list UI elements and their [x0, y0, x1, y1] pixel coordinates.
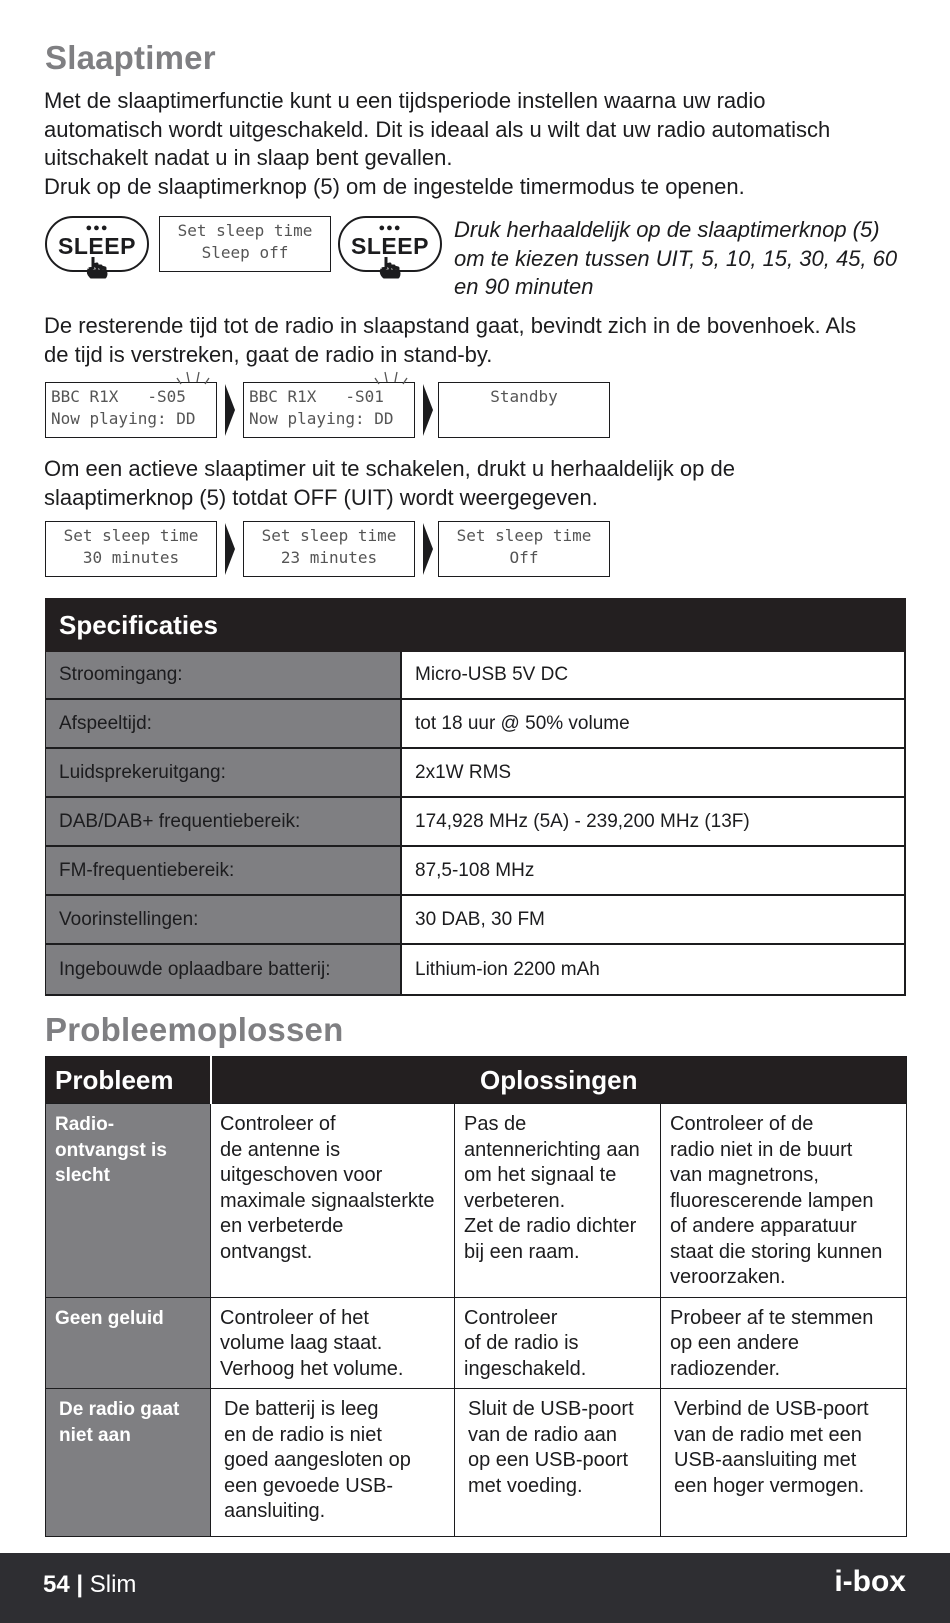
- cell-line: van de radio aan: [468, 1423, 618, 1446]
- cell-line: ontvangst is: [55, 1139, 167, 1161]
- cell-line: fluorescerende lampen: [670, 1189, 874, 1212]
- press-note: [454, 216, 897, 302]
- lcd-line: Now playing: DD: [51, 409, 196, 428]
- cell-line: van de radio met een: [674, 1423, 862, 1446]
- lcd-sleep-off: [438, 521, 610, 577]
- spec-row: [45, 798, 906, 847]
- remaining-line: de tijd is verstreken, gaat de radio in stand-by.: [44, 341, 493, 367]
- arrow-right-icon: [225, 523, 235, 575]
- lcd-line: Sleep off: [201, 243, 289, 262]
- specs-table: [45, 598, 906, 996]
- cell-line: of andere apparatuur: [670, 1215, 857, 1237]
- table-row: [46, 1297, 907, 1389]
- blink-indicator-icon: [373, 368, 413, 386]
- cell-line: Controleer of de: [670, 1113, 814, 1135]
- cell-line: bij een raam.: [464, 1240, 580, 1263]
- troubleshoot-table: [45, 1056, 907, 1537]
- blink-indicator-icon: [175, 368, 215, 386]
- indicator-dots: ●●●: [85, 222, 109, 234]
- sleep-button-label: SLEEP: [58, 233, 136, 259]
- note-line: en 90 minuten: [454, 274, 594, 299]
- pointing-hand-icon: [376, 255, 404, 281]
- cell-line: verbeteren.: [464, 1189, 566, 1212]
- lcd-line: Set sleep time: [456, 526, 592, 545]
- cell-line: Geen geluid: [55, 1307, 164, 1329]
- table-row: [46, 1104, 907, 1298]
- cell-line: De radio gaat: [59, 1399, 180, 1420]
- spec-row: [45, 700, 906, 749]
- problem-cell: [46, 1104, 211, 1298]
- arrow-right-icon: [423, 523, 433, 575]
- header-solutions: Oplossingen: [211, 1057, 907, 1104]
- spec-label: Afspeeltijd:: [45, 700, 400, 747]
- lcd-line: Now playing: DD: [249, 409, 394, 428]
- cell-line: Verbind de USB-poort: [674, 1398, 869, 1420]
- spec-row: [45, 896, 906, 945]
- arrow-right-icon: [423, 384, 433, 436]
- spec-value: tot 18 uur @ 50% volume: [400, 700, 906, 747]
- spec-label: Stroomingang:: [45, 652, 400, 698]
- cell-line: en de radio is niet: [224, 1423, 382, 1446]
- lcd-countdown-5: [45, 382, 217, 438]
- lcd-countdown-1: [243, 382, 415, 438]
- remaining-text: [44, 312, 856, 369]
- lcd-line: BBC R1X -S05: [51, 387, 186, 406]
- lcd-line: 23 minutes: [280, 548, 378, 567]
- cell-line: met voeding.: [468, 1474, 583, 1497]
- spec-value: 87,5-108 MHz: [400, 847, 906, 894]
- spec-row: [45, 652, 906, 700]
- sleep-button-illustration: [45, 216, 149, 272]
- spec-value: 2x1W RMS: [400, 749, 906, 796]
- lcd-sleep-23: [243, 521, 415, 577]
- lcd-line: Set sleep time: [177, 221, 313, 240]
- lcd-sleep-30: [45, 521, 217, 577]
- solution-cell: [661, 1297, 907, 1389]
- spec-value: Micro-USB 5V DC: [400, 652, 906, 698]
- cell-line: slecht: [55, 1165, 110, 1186]
- cell-line: op een andere: [670, 1332, 800, 1354]
- table-header-row: [46, 1057, 907, 1104]
- indicator-dots: ●●●: [378, 222, 402, 234]
- cell-line: uitgeschoven voor: [220, 1164, 383, 1186]
- note-line: Druk herhaaldelijk op de slaaptimerknop (5): [454, 217, 880, 242]
- cell-line: goed aangesloten op: [224, 1449, 411, 1471]
- spec-row: [45, 847, 906, 896]
- lcd-set-sleep: [159, 216, 331, 272]
- intro-line: uitschakelt nadat u in slaap bent gevallen.: [44, 145, 453, 170]
- intro-line: Druk op de slaaptimerknop (5) om de ingestelde timermodus te openen.: [44, 173, 745, 199]
- solution-cell: [211, 1389, 455, 1537]
- spec-value: Lithium-ion 2200 mAh: [400, 945, 906, 994]
- table-row: [46, 1389, 907, 1537]
- note-line: om te kiezen tussen UIT, 5, 10, 15, 30, 45, 60: [454, 245, 898, 271]
- intro-line: Met de slaaptimerfunctie kunt u een tijdsperiode instellen waarna uw radio: [44, 88, 766, 113]
- cell-line: en verbeterde: [220, 1215, 344, 1237]
- spec-value: 174,928 MHz (5A) - 239,200 MHz (13F): [400, 798, 906, 845]
- cell-line: Radio-: [55, 1114, 115, 1135]
- cell-line: aansluiting.: [224, 1500, 326, 1522]
- cell-line: ontvangst.: [220, 1240, 313, 1263]
- page-number-line: [43, 1571, 136, 1599]
- cell-line: staat die storing kunnen: [670, 1240, 883, 1263]
- cell-line: Verhoog het volume.: [220, 1357, 404, 1380]
- solution-cell: [455, 1297, 661, 1389]
- cell-line: antennerichting aan: [464, 1138, 640, 1161]
- cell-line: Pas de: [464, 1113, 527, 1135]
- cell-line: om het signaal te: [464, 1164, 617, 1186]
- arrow-right-icon: [225, 384, 235, 436]
- page-number: 54 |: [43, 1571, 84, 1598]
- solution-cell: [455, 1389, 661, 1537]
- cell-line: Probeer af te stemmen: [670, 1306, 874, 1329]
- disable-text: [44, 455, 735, 512]
- cell-line: Sluit de USB-poort: [468, 1398, 634, 1420]
- cell-line: USB-aansluiting met: [674, 1449, 857, 1471]
- cell-line: ingeschakeld.: [464, 1357, 587, 1380]
- spec-label: Ingebouwde oplaadbare batterij:: [45, 945, 400, 994]
- cell-line: maximale signaalsterkte: [220, 1189, 435, 1212]
- sleep-button-label: SLEEP: [351, 233, 429, 259]
- problem-cell: [46, 1389, 211, 1537]
- header-problem: Probleem: [46, 1057, 211, 1104]
- product-name: Slim: [89, 1571, 137, 1598]
- lcd-line: Off: [509, 548, 539, 567]
- spec-value: 30 DAB, 30 FM: [400, 896, 906, 943]
- cell-line: niet aan: [59, 1424, 131, 1446]
- cell-line: Zet de radio dichter: [464, 1215, 637, 1237]
- lcd-standby: [438, 382, 610, 438]
- cell-line: op een USB-poort: [468, 1449, 629, 1471]
- cell-line: een gevoede USB-: [224, 1474, 394, 1497]
- cell-line: Controleer: [464, 1306, 558, 1329]
- section-title-troubleshooting: Probleemoplossen: [45, 1011, 344, 1048]
- cell-line: radiozender.: [670, 1357, 781, 1380]
- lcd-line: Set sleep time: [63, 526, 199, 545]
- cell-line: veroorzaken.: [670, 1266, 786, 1288]
- cell-line: Controleer of: [220, 1113, 336, 1135]
- spec-label: FM-frequentiebereik:: [45, 847, 400, 894]
- cell-line: volume laag staat.: [220, 1332, 383, 1354]
- disable-line: Om een actieve slaaptimer uit te schakelen, drukt u herhaaldelijk op de: [44, 456, 735, 481]
- spec-label: Voorinstellingen:: [45, 896, 400, 943]
- cell-line: of de radio is: [464, 1332, 579, 1354]
- cell-line: De batterij is leeg: [224, 1398, 379, 1420]
- solution-cell: [211, 1104, 455, 1298]
- spec-label: Luidsprekeruitgang:: [45, 749, 400, 796]
- section-title-sleep-timer: Slaaptimer: [45, 39, 216, 76]
- solution-cell: [455, 1104, 661, 1298]
- page-footer: [0, 1553, 950, 1623]
- spec-label: DAB/DAB+ frequentiebereik:: [45, 798, 400, 845]
- cell-line: een hoger vermogen.: [674, 1474, 865, 1497]
- lcd-line: Standby: [490, 387, 558, 406]
- solution-cell: [661, 1389, 907, 1537]
- sleep-intro: [44, 87, 830, 201]
- lcd-line: BBC R1X -S01: [249, 387, 384, 406]
- lcd-line: Set sleep time: [261, 526, 397, 545]
- pointing-hand-icon: [83, 255, 111, 281]
- solution-cell: [211, 1297, 455, 1389]
- lcd-line: 30 minutes: [82, 548, 180, 567]
- spec-row: [45, 945, 906, 996]
- spec-row: [45, 749, 906, 798]
- sleep-button-illustration: [338, 216, 442, 272]
- disable-line: slaaptimerknop (5) totdat OFF (UIT) wordt weergegeven.: [44, 484, 598, 510]
- cell-line: van magnetrons,: [670, 1164, 819, 1186]
- brand-logo: i-box: [834, 1565, 906, 1598]
- cell-line: Controleer of het: [220, 1306, 369, 1329]
- problem-cell: [46, 1297, 211, 1389]
- solution-cell: [661, 1104, 907, 1298]
- intro-line: automatisch wordt uitgeschakeld. Dit is ideaal als u wilt dat uw radio automatisch: [44, 116, 831, 142]
- specs-title: Specificaties: [45, 598, 906, 652]
- cell-line: radio niet in de buurt: [670, 1138, 853, 1161]
- cell-line: de antenne is: [220, 1138, 341, 1161]
- remaining-line: De resterende tijd tot de radio in slaapstand gaat, bevindt zich in de bovenhoek. Als: [44, 313, 857, 338]
